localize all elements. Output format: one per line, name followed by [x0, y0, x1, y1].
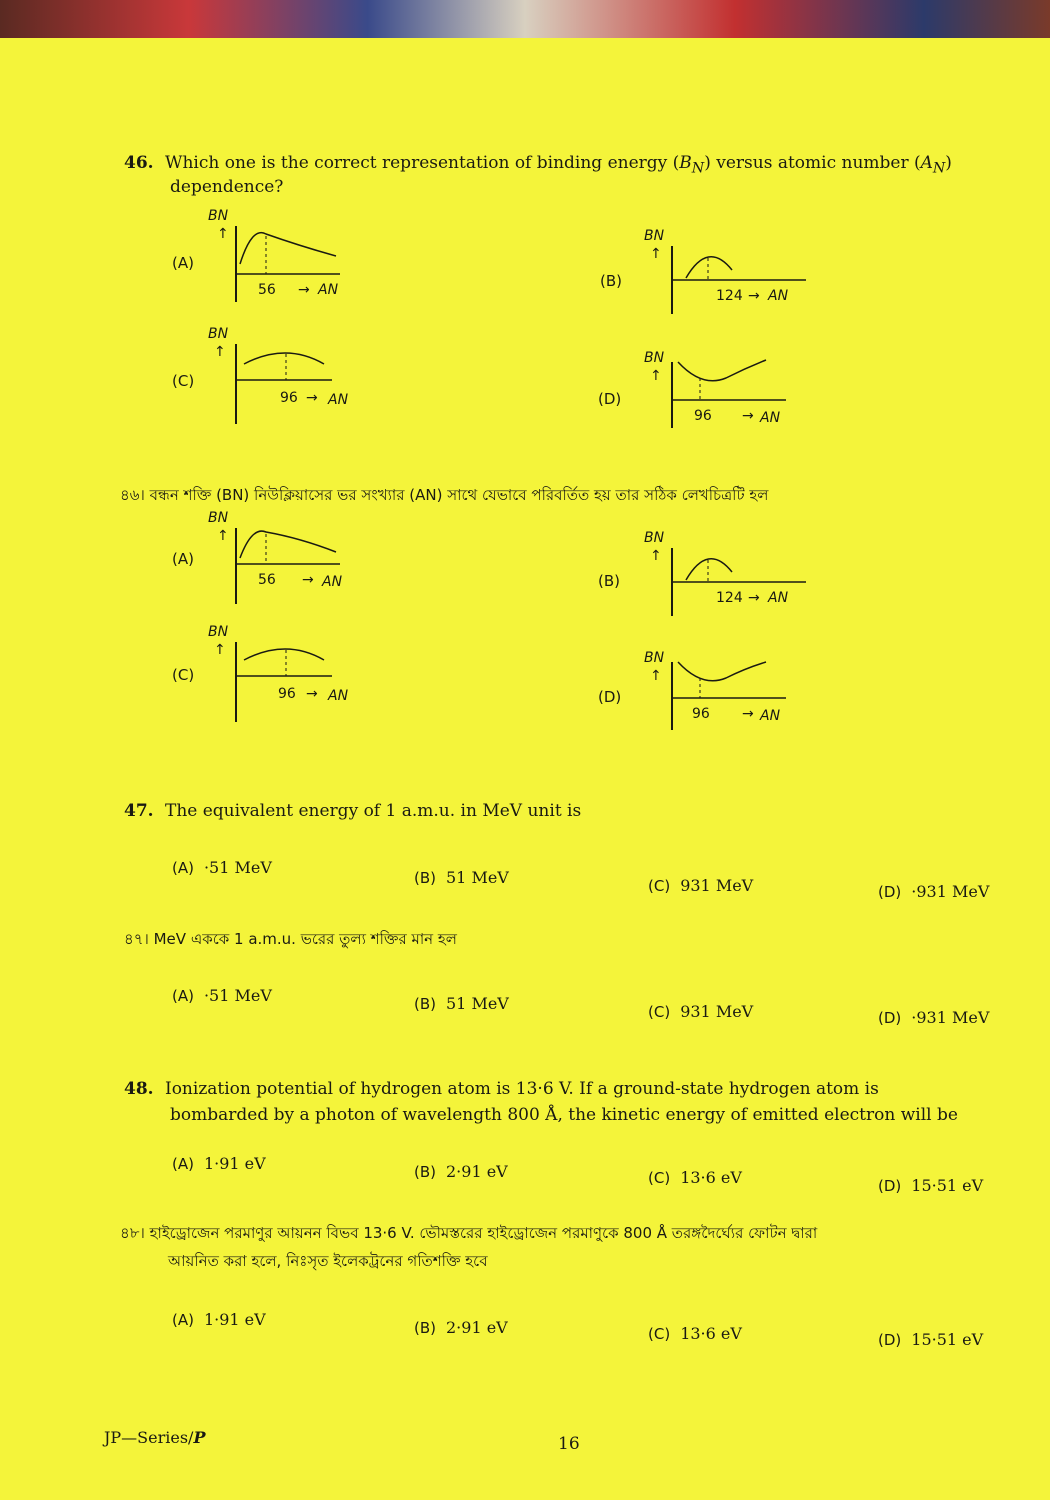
- graph2-c: [200, 622, 370, 722]
- x-tick: 96: [280, 390, 298, 406]
- q47-bn-option-a: (A) ·51 MeV: [172, 986, 272, 1005]
- graph-y-label: BN: [208, 510, 229, 526]
- graph2-label-c: (C): [172, 666, 195, 684]
- x-arrow: →: [298, 282, 310, 298]
- graph-y-arrow: ↑: [214, 642, 226, 658]
- q48-option-a: (A) 1·91 eV: [172, 1154, 266, 1173]
- curve: [244, 649, 324, 660]
- q46-number: 46.: [124, 153, 154, 173]
- q48-text-en: 48. Ionization potential of hydrogen atom is 13·6 V. If a ground-state hydrogen atom is: [124, 1079, 879, 1099]
- series-footer: JP—Series/P: [104, 1428, 206, 1447]
- graph2-d: [636, 648, 816, 738]
- q48-text-en-line2: bombarded by a photon of wavelength 800 Å, the kinetic energy of emitted electron will be: [170, 1105, 958, 1125]
- q48-bn-option-b: (B) 2·91 eV: [414, 1318, 508, 1337]
- graph1-b: [636, 226, 816, 316]
- graph-y-arrow: ↑: [214, 344, 226, 360]
- graph-x-label: AN: [322, 574, 343, 590]
- graph-x-label: AN: [768, 590, 789, 606]
- x-tick: 124: [716, 590, 743, 606]
- curve: [240, 233, 336, 264]
- graph-y-arrow: ↑: [650, 368, 662, 384]
- graph-y-label: BN: [644, 530, 665, 546]
- q47-bn-option-b: (B) 51 MeV: [414, 994, 509, 1013]
- q47-option-a: (A) ·51 MeV: [172, 858, 272, 877]
- graph-x-label: AN: [318, 282, 339, 298]
- x-tick: 56: [258, 282, 276, 298]
- q46-text-bn: ৪৬। বন্ধন শক্তি (BN) নিউক্লিয়াসের ভর সংখ্যার (AN) সাথে যেভাবে পরিবর্তিত হয় তার সঠিক লেখচিত্রটি হল: [120, 486, 769, 504]
- curve: [678, 360, 766, 381]
- graph-y-label: BN: [644, 350, 665, 366]
- graph-y-label: BN: [644, 650, 665, 666]
- graph-y-label: BN: [208, 624, 229, 640]
- curve: [240, 531, 336, 558]
- graph-y-arrow: ↑: [650, 548, 662, 564]
- graph1-label-d: (D): [598, 390, 622, 408]
- graph1-label-a: (A): [172, 254, 194, 272]
- graph1-a: [200, 206, 370, 306]
- x-arrow: →: [742, 408, 754, 424]
- x-tick: 56: [258, 572, 276, 588]
- curve: [678, 662, 766, 681]
- graph2-label-a: (A): [172, 550, 194, 568]
- q47-option-b: (B) 51 MeV: [414, 868, 509, 887]
- x-tick: 124: [716, 288, 743, 304]
- background-fabric: [0, 0, 1050, 38]
- curve: [244, 353, 324, 364]
- graph2-a: [200, 508, 370, 608]
- x-arrow: →: [748, 590, 760, 606]
- q48-option-c: (C) 13·6 eV: [648, 1168, 742, 1187]
- q47-number: 47.: [124, 801, 154, 821]
- exam-page: [0, 38, 1050, 1500]
- q48-bn-option-d: (D) 15·51 eV: [878, 1330, 984, 1349]
- x-arrow: →: [306, 686, 318, 702]
- graph2-label-d: (D): [598, 688, 622, 706]
- q48-bn-option-a: (A) 1·91 eV: [172, 1310, 266, 1329]
- q47-bn-option-c: (C) 931 MeV: [648, 1002, 754, 1021]
- x-arrow: →: [748, 288, 760, 304]
- curve: [686, 257, 732, 278]
- q47-text-en: 47. The equivalent energy of 1 a.m.u. in MeV unit is: [124, 801, 582, 821]
- x-tick: 96: [278, 686, 296, 702]
- graph2-label-b: (B): [598, 572, 620, 590]
- q48-number: 48.: [124, 1079, 154, 1099]
- graph-x-label: AN: [768, 288, 789, 304]
- graph1-d: [636, 348, 816, 438]
- graph-y-label: BN: [644, 228, 665, 244]
- q46-text-en: 46. Which one is the correct representation of binding energy $(B_N)$ versus atomic number $(A_N)$: [124, 153, 952, 177]
- graph-y-label: BN: [208, 208, 229, 224]
- graph1-label-c: (C): [172, 372, 195, 390]
- q48-option-d: (D) 15·51 eV: [878, 1176, 984, 1195]
- q46-text-en-line2: dependence?: [170, 177, 284, 197]
- q47-bn-option-d: (D) ·931 MeV: [878, 1008, 990, 1027]
- x-arrow: →: [306, 390, 318, 406]
- graph-x-label: AN: [760, 708, 781, 724]
- graph-y-arrow: ↑: [650, 246, 662, 262]
- q47-text-bn: ৪৭। MeV এককে 1 a.m.u. ভরের তুল্য শক্তির মান হল: [124, 930, 457, 948]
- curve: [686, 559, 732, 580]
- graph-y-arrow: ↑: [650, 668, 662, 684]
- q47-option-c: (C) 931 MeV: [648, 876, 754, 895]
- graph-y-label: BN: [208, 326, 229, 342]
- q48-text-bn-line2: আয়নিত করা হলে, নিঃসৃত ইলেকট্রনের গতিশক্তি হবে: [168, 1252, 488, 1270]
- x-tick: 96: [694, 408, 712, 424]
- x-arrow: →: [302, 572, 314, 588]
- q48-option-b: (B) 2·91 eV: [414, 1162, 508, 1181]
- x-tick: 96: [692, 706, 710, 722]
- graph-x-label: AN: [328, 688, 349, 704]
- graph-y-arrow: ↑: [217, 226, 229, 242]
- q48-bn-option-c: (C) 13·6 eV: [648, 1324, 742, 1343]
- graph2-b: [636, 528, 816, 618]
- graph-x-label: AN: [760, 410, 781, 426]
- page-number: 16: [558, 1434, 580, 1454]
- q48-text-bn: ৪৮। হাইড্রোজেন পরমাণুর আয়নন বিভব 13·6 V. ভৌমস্তরের হাইড্রোজেন পরমাণুকে 800 Å তরঙ্গদৈর্ঘ্যের ফোটন দ্বারা: [120, 1224, 818, 1242]
- q47-option-d: (D) ·931 MeV: [878, 882, 990, 901]
- x-arrow: →: [742, 706, 754, 722]
- graph-y-arrow: ↑: [217, 528, 229, 544]
- graph1-c: [200, 324, 370, 424]
- graph1-label-b: (B): [600, 272, 622, 290]
- graph-x-label: AN: [328, 392, 349, 408]
